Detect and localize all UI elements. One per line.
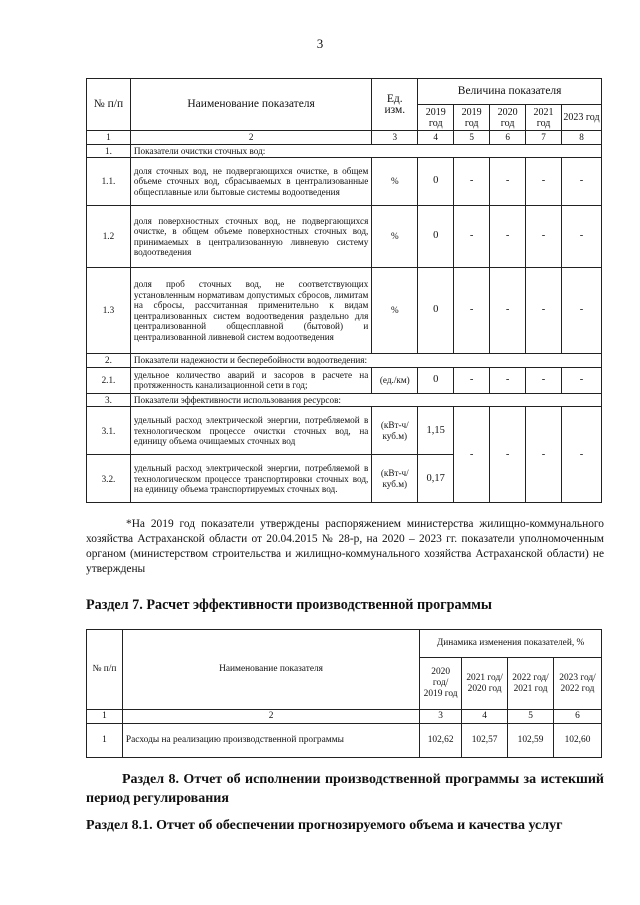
- table-row: [87, 724, 602, 758]
- table-row: [87, 407, 602, 455]
- indicator-name: удельный расход электрической энергии, потребляемой в технологическом процессе транспортировки сточных вод, на единицу объема транспортируемых сточных вод.: [130, 455, 371, 503]
- header-year: 2023 год: [562, 105, 602, 131]
- index-cell: 5: [508, 710, 554, 724]
- header-num: № п/п: [87, 630, 123, 710]
- section-title: Показатели очистки сточных вод:: [130, 144, 601, 158]
- indicator-name: доля сточных вод, не подвергающихся очистке, в общем объеме сточных вод, сбрасываемых в централизованные общесплавные или бытовые системы водоотведения: [130, 158, 371, 206]
- merged-value-cell: -: [454, 407, 490, 503]
- unit-cell: %: [372, 206, 418, 268]
- section-row: [87, 354, 602, 368]
- value-cell: 1,15: [418, 407, 454, 455]
- header-period: 2021 год/ 2020 год: [462, 658, 508, 710]
- row-num: 3.: [87, 393, 131, 407]
- index-row: [87, 131, 602, 145]
- value-cell: -: [490, 158, 526, 206]
- section-8-heading: Раздел 8. Отчет об исполнении производственной программы за истекший период регулирования: [86, 772, 604, 806]
- index-cell: 2: [122, 710, 419, 724]
- row-num: 2.1.: [87, 367, 131, 393]
- merged-value-cell: -: [490, 407, 526, 503]
- indicator-name: удельное количество аварий и засоров в расчете на протяженность канализационной сети в год;: [130, 367, 371, 393]
- index-cell: 5: [454, 131, 490, 145]
- section-8-1-heading: Раздел 8.1. Отчет об обеспечении прогнозируемого объема и качества услуг: [86, 818, 563, 833]
- header-year: 2020 год: [490, 105, 526, 131]
- header-year: 2019 год: [454, 105, 490, 131]
- section-row: [87, 144, 602, 158]
- indicator-name: доля проб сточных вод, не соответствующих установленным нормативам допустимых сбросов, лимитам на сбросы, рассчитанная применительно к видам централизованных систем водоотведения раздельно для централизованной общесплавной (бытовой) и централизованной ливневой систем водоотведения: [130, 268, 371, 354]
- value-cell: -: [454, 367, 490, 393]
- header-value: Величина показателя: [418, 79, 602, 105]
- value-cell: -: [526, 268, 562, 354]
- value-cell: -: [526, 206, 562, 268]
- row-num: 2.: [87, 354, 131, 368]
- value-cell: 0: [418, 367, 454, 393]
- value-cell: 102,62: [420, 724, 462, 758]
- header-name: Наименование показателя: [130, 79, 371, 131]
- table-row: [87, 367, 602, 393]
- page-number: 3: [316, 36, 324, 51]
- merged-value-cell: -: [562, 407, 602, 503]
- value-cell: -: [454, 206, 490, 268]
- indicators-table: [86, 78, 602, 503]
- value-cell: -: [526, 367, 562, 393]
- value-cell: -: [454, 268, 490, 354]
- value-cell: -: [562, 367, 602, 393]
- index-row: [87, 710, 602, 724]
- header-num: № п/п: [87, 79, 131, 131]
- header-unit: Ед. изм.: [372, 79, 418, 131]
- value-cell: -: [562, 268, 602, 354]
- row-num: 3.2.: [87, 455, 131, 503]
- index-cell: 1: [87, 131, 131, 145]
- value-cell: -: [490, 367, 526, 393]
- header-dynamics: Динамика изменения показателей, %: [420, 630, 602, 658]
- unit-cell: %: [372, 158, 418, 206]
- value-cell: 0: [418, 268, 454, 354]
- row-num: 1.2: [87, 206, 131, 268]
- efficiency-table: [86, 629, 602, 758]
- unit-cell: %: [372, 268, 418, 354]
- section-title: Показатели эффективности использования ресурсов:: [130, 393, 601, 407]
- value-cell: 102,57: [462, 724, 508, 758]
- section-title: Показатели надежности и бесперебойности водоотведения:: [130, 354, 601, 368]
- row-num: 3.1.: [87, 407, 131, 455]
- table-row: [87, 158, 602, 206]
- indicator-name: удельный расход электрической энергии, потребляемой в технологическом процессе очистки сточных вод, на единицу объема очищаемых сточных вод: [130, 407, 371, 455]
- section-row: [87, 393, 602, 407]
- index-cell: 7: [526, 131, 562, 145]
- table-row: [87, 206, 602, 268]
- index-cell: 3: [420, 710, 462, 724]
- value-cell: 0,17: [418, 455, 454, 503]
- value-cell: 0: [418, 158, 454, 206]
- index-cell: 6: [554, 710, 602, 724]
- header-period: 2020 год/ 2019 год: [420, 658, 462, 710]
- value-cell: -: [562, 158, 602, 206]
- value-cell: 0: [418, 206, 454, 268]
- table-row: [87, 268, 602, 354]
- value-cell: -: [490, 268, 526, 354]
- header-year: 2019 год: [418, 105, 454, 131]
- value-cell: 102,59: [508, 724, 554, 758]
- index-cell: 3: [372, 131, 418, 145]
- index-cell: 4: [462, 710, 508, 724]
- unit-cell: (кВт-ч/куб.м): [372, 455, 418, 503]
- index-cell: 6: [490, 131, 526, 145]
- header-period: 2022 год/ 2021 год: [508, 658, 554, 710]
- indicator-name: доля поверхностных сточных вод, не подвергающихся очистке, в общем объеме поверхностных сточных вод, принимаемых в централизованную ливневую систему водоотведения: [130, 206, 371, 268]
- value-cell: -: [454, 158, 490, 206]
- unit-cell: (кВт-ч/куб.м): [372, 407, 418, 455]
- index-cell: 8: [562, 131, 602, 145]
- merged-value-cell: -: [526, 407, 562, 503]
- footnote: *На 2019 год показатели утверждены распоряжением министерства жилищно-коммунального хозяйства Астраханской области от 20.04.2015 № 28-р, на 2020 – 2023 гг. показатели уполномоченным органом (министерством строительства и жилищно-коммунального хозяйства Астраханской области) не утверждены: [86, 518, 604, 575]
- indicator-name: Расходы на реализацию производственной программы: [122, 724, 419, 758]
- index-cell: 4: [418, 131, 454, 145]
- header-year: 2021 год: [526, 105, 562, 131]
- row-num: 1.3: [87, 268, 131, 354]
- value-cell: -: [562, 206, 602, 268]
- row-num: 1.1.: [87, 158, 131, 206]
- index-cell: 2: [130, 131, 371, 145]
- header-name: Наименование показателя: [122, 630, 419, 710]
- row-num: 1: [87, 724, 123, 758]
- section-7-heading: Раздел 7. Расчет эффективности производственной программы: [86, 597, 493, 613]
- row-num: 1.: [87, 144, 131, 158]
- unit-cell: (ед./км): [372, 367, 418, 393]
- header-period: 2023 год/ 2022 год: [554, 658, 602, 710]
- index-cell: 1: [87, 710, 123, 724]
- value-cell: -: [490, 206, 526, 268]
- value-cell: 102,60: [554, 724, 602, 758]
- value-cell: -: [526, 158, 562, 206]
